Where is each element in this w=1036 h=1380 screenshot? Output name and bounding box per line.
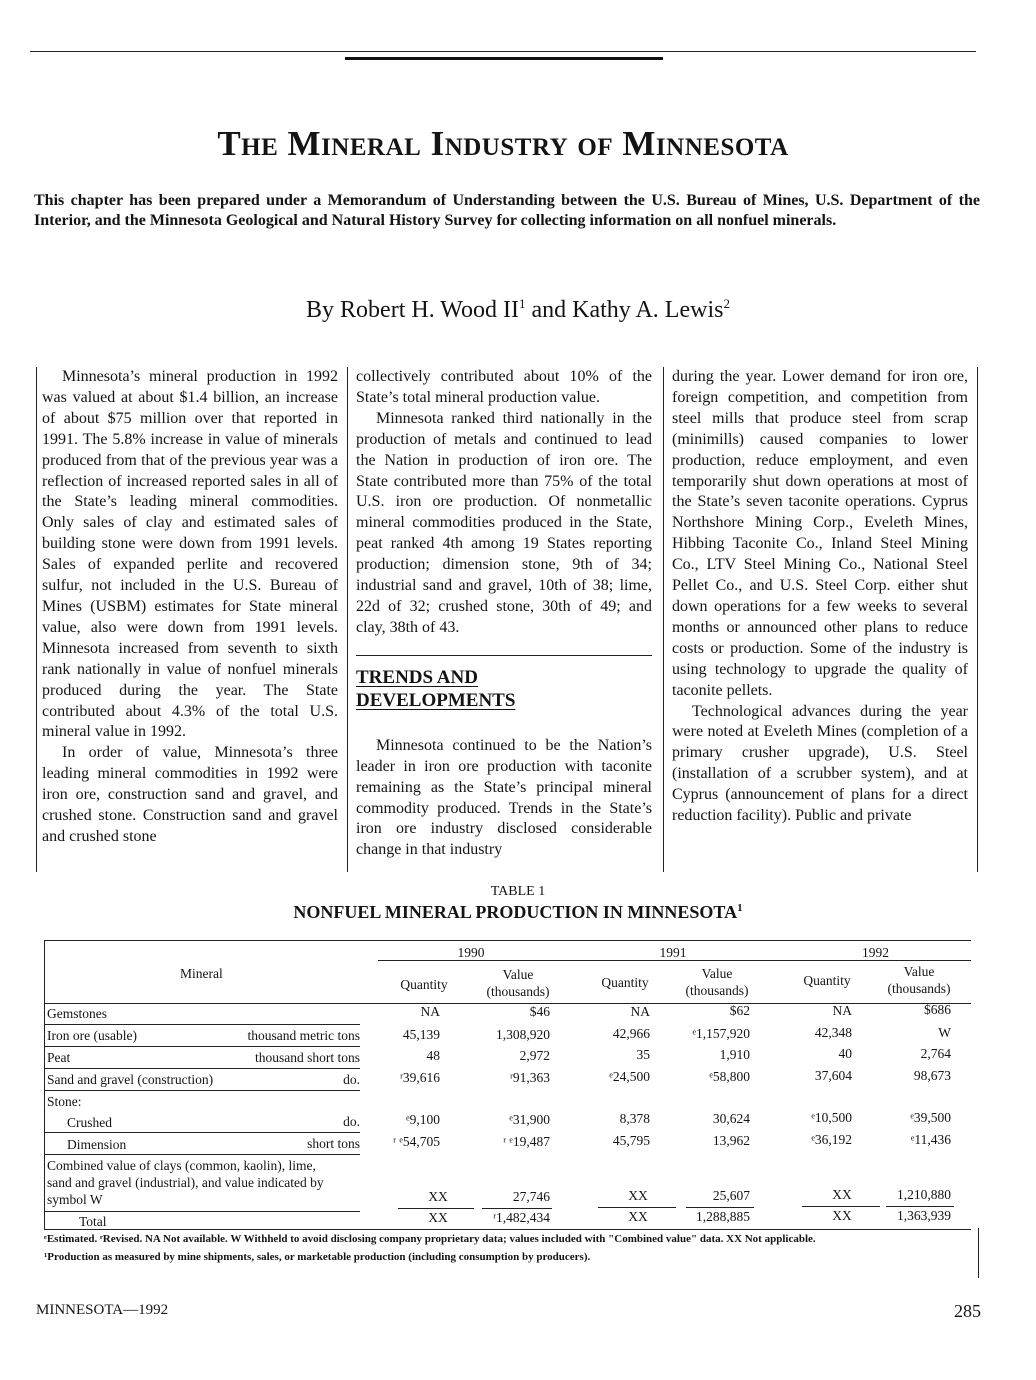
table-bottom-rule xyxy=(44,1229,971,1230)
paragraph: Minnesota ranked third nationally in the production of metals and continued to lead the Nation in production of iron ore. The State contributed more than 75% of the total U.S. iron ore production. Of nonmetallic mineral commodities produced in the State, peat ranked 4th among 19 States reporting production; dimension stone, 9th of 34; industrial sand and gravel, 10th of 38; lime, 22d of 32; crushed stone, 30th of 49; and clay, 38th of 43. xyxy=(356,409,652,636)
row-label: Sand and gravel (construction) xyxy=(47,1072,214,1087)
table-cell: 1,288,885 xyxy=(696,1209,750,1224)
table-cell: 2,764 xyxy=(920,1046,951,1061)
row-rule xyxy=(44,1132,360,1133)
table-cell: 1,363,939 xyxy=(897,1208,951,1223)
page-title: The Mineral Industry of Minnesota xyxy=(217,124,789,163)
paragraph: In order of value, Minnesota’s three leading mineral commodities in 1992 were iron ore, construction sand and gravel, and crushed stone. Construction sand and gravel and crushed stone xyxy=(42,744,338,845)
table-cell: 45,139 xyxy=(402,1027,440,1042)
row-label: Dimension xyxy=(67,1137,127,1152)
text-column-1 xyxy=(42,367,338,848)
table-cell: $686 xyxy=(924,1002,951,1017)
row-label: sand and gravel (industrial), and value indicated by xyxy=(47,1175,324,1190)
table-cell: 45,795 xyxy=(612,1133,650,1148)
column-header-mineral: Mineral xyxy=(180,966,223,981)
heading-rule xyxy=(356,655,652,656)
table-cell: NA xyxy=(832,1003,852,1018)
sum-rule xyxy=(886,1206,954,1207)
row-label: Gemstones xyxy=(47,1006,107,1021)
right-margin-rule xyxy=(978,1228,979,1278)
row-rule xyxy=(44,1211,360,1212)
year-header: 1991 xyxy=(659,945,687,960)
row-label: Peat xyxy=(47,1050,71,1065)
column-header-value: Value xyxy=(903,964,935,979)
table-cell: ᵉ11,436 xyxy=(910,1132,951,1147)
table-cell: ʳ1,482,434 xyxy=(493,1210,550,1225)
table-top-rule xyxy=(44,940,971,941)
table-footnote: ¹Production as measured by mine shipments, sales, or marketable production (including consumption by producers). xyxy=(44,1251,591,1263)
table-cell: ᵉ9,100 xyxy=(406,1112,440,1127)
table-cell: NA xyxy=(630,1004,650,1019)
column-rule-right xyxy=(977,367,978,872)
table-cell: ᵉ39,500 xyxy=(910,1110,951,1125)
row-rule xyxy=(44,1090,360,1091)
table-cell: 13,962 xyxy=(712,1133,750,1148)
row-label-total: Total xyxy=(79,1214,107,1229)
top-rule xyxy=(30,51,976,52)
paragraph: Minnesota continued to be the Nation’s leader in iron ore production with taconite remaining as the State’s principal mineral commodity produced. Trends in the State’s iron ore industry disclosed considerable change in that industry xyxy=(356,736,652,859)
table-cell: XX xyxy=(628,1209,648,1224)
row-unit: thousand short tons xyxy=(254,1050,360,1065)
column-header-quantity: Quantity xyxy=(803,973,851,988)
table-cell: XX xyxy=(832,1208,852,1223)
table-cell: 27,746 xyxy=(512,1189,550,1204)
table-cell: 37,604 xyxy=(814,1068,852,1083)
table-cell: 42,348 xyxy=(814,1025,852,1040)
sum-rule xyxy=(482,1208,552,1209)
row-rule xyxy=(44,1024,360,1025)
row-unit: do. xyxy=(343,1072,360,1087)
sum-rule xyxy=(398,1208,474,1209)
chapter-note: This chapter has been prepared under a Memorandum of Understanding between the U.S. Bureau of Mines, U.S. Department of the Interior, and the Minnesota Geological and Natural History Survey for collecting information on all nonfuel minerals. xyxy=(34,192,980,229)
table-number: TABLE 1 xyxy=(490,884,546,899)
paragraph: collectively contributed about 10% of the State’s total mineral production value. xyxy=(356,368,652,406)
column-header-value-unit: (thousands) xyxy=(685,983,749,998)
table-footnote: ᵉEstimated. ʳRevised. NA Not available. W Withheld to avoid disclosing company proprietary data; values included with "Combined value" data. XX Not applicable. xyxy=(44,1233,816,1245)
sum-rule xyxy=(598,1207,676,1208)
row-label: Combined value of clays (common, kaolin), lime, xyxy=(47,1158,316,1173)
table-cell: 8,378 xyxy=(619,1111,650,1126)
row-rule xyxy=(44,1068,360,1069)
table-cell: XX xyxy=(832,1187,852,1202)
table-cell: ᵉ36,192 xyxy=(811,1132,852,1147)
row-label: Crushed xyxy=(67,1115,112,1130)
column-header-quantity: Quantity xyxy=(400,977,448,992)
table-cell: 40 xyxy=(838,1046,852,1061)
column-rule-left xyxy=(36,367,37,872)
section-heading: TRENDS AND DEVELOPMENTS xyxy=(356,666,516,711)
top-rule-accent xyxy=(345,57,663,60)
sum-rule xyxy=(686,1207,754,1208)
sum-rule xyxy=(802,1206,880,1207)
paragraph: Minnesota’s mineral production in 1992 was valued at about $1.4 billion, an increase of about $75 million over that reported in 1991. The 5.8% increase in value of minerals produced from that of the previous year was a reflection of increased reported sales in all of the State’s leading mineral commodities. Only sales of clay and estimated sales of building stone were down from 1991 levels. Sales of expanded perlite and recovered sulfur, not included in the U.S. Bureau of Mines (USBM) estimates for State mineral value, also were down from 1991 levels. Minnesota increased from seventh to sixth rank nationally in value of nonfuel minerals produced during the year. The State contributed about 4.3% of the total U.S. mineral value in 1992. xyxy=(42,368,338,741)
table-cell: XX xyxy=(428,1210,448,1225)
year-header: 1992 xyxy=(862,945,889,960)
running-footer: MINNESOTA—1992 xyxy=(36,1302,169,1318)
table-cell: XX xyxy=(428,1189,448,1204)
table-cell: 30,624 xyxy=(712,1111,750,1126)
column-header-value: Value xyxy=(701,966,733,981)
table-cell: 1,210,880 xyxy=(897,1187,951,1202)
text-column-3 xyxy=(672,367,968,827)
row-unit: short tons xyxy=(307,1136,360,1151)
table-cell: ᵉ31,900 xyxy=(509,1112,550,1127)
table-cell: W xyxy=(938,1025,951,1040)
table-cell: NA xyxy=(420,1004,440,1019)
table-cell: ʳ39,616 xyxy=(399,1070,440,1085)
table-cell: 42,966 xyxy=(612,1026,650,1041)
row-label: Stone: xyxy=(47,1094,82,1109)
paragraph: during the year. Lower demand for iron ore, foreign competition, and competition from steel mills that produce steel from scrap (minimills) caused companies to lower production, reduce employment, and even temporarily shut down operations at most of the State’s seven taconite operations. Cyprus Northshore Mining Corp., Eveleth Mines, Hibbing Taconite Co., Inland Steel Mining Co., LTV Steel Mining Co., National Steel Pellet Co., and U.S. Steel Corp. either shut down operations for a few weeks to several months or announced other plans to reduce costs or production. Some of the industry is using technology to upgrade the quality of taconite pellets. xyxy=(672,368,968,699)
row-unit: do. xyxy=(343,1114,360,1129)
table-cell: 1,308,920 xyxy=(496,1027,550,1042)
table-cell: ᵉ10,500 xyxy=(811,1110,852,1125)
table-cell: $46 xyxy=(529,1004,550,1019)
row-unit: thousand metric tons xyxy=(247,1028,360,1043)
table-cell: 25,607 xyxy=(712,1188,750,1203)
table-cell: ᵉ1,157,920 xyxy=(692,1026,750,1041)
table-cell: 35 xyxy=(636,1047,650,1062)
year-header: 1990 xyxy=(457,945,485,960)
paragraph: Technological advances during the year were noted at Eveleth Mines (completion of a primary crusher upgrade), U.S. Steel (installation of a scrubber system), and at Cyprus (announcement of plans for a direct reduction facility). Public and private xyxy=(672,702,968,825)
row-rule xyxy=(44,1046,360,1047)
table-cell: ʳ ᵉ54,705 xyxy=(393,1134,440,1149)
table-cell: $62 xyxy=(729,1003,750,1018)
table-cell: XX xyxy=(628,1188,648,1203)
column-header-value-unit: (thousands) xyxy=(887,981,951,996)
row-rule xyxy=(44,1154,360,1155)
table-cell: 48 xyxy=(426,1048,440,1063)
table-cell: ʳ ᵉ19,487 xyxy=(503,1134,550,1149)
page-number: 285 xyxy=(954,1301,981,1321)
table-cell: 98,673 xyxy=(913,1068,951,1083)
table-cell: 2,972 xyxy=(519,1048,550,1063)
column-rule-1 xyxy=(347,367,348,872)
column-header-value-unit: (thousands) xyxy=(486,984,550,999)
text-column-2 xyxy=(356,367,652,861)
column-header-quantity: Quantity xyxy=(601,975,649,990)
table-cell: 1,910 xyxy=(719,1047,750,1062)
table-cell: ᵉ58,800 xyxy=(709,1069,750,1084)
row-label: Iron ore (usable) xyxy=(47,1028,137,1043)
table-title: NONFUEL MINERAL PRODUCTION IN MINNESOTA$^1$ xyxy=(293,902,743,922)
row-label: symbol W xyxy=(47,1192,103,1207)
table-cell: ᵉ24,500 xyxy=(609,1069,650,1084)
column-header-value: Value xyxy=(502,967,534,982)
byline: By Robert H. Wood $II^1$ and Kathy A. Lewis$^2$ xyxy=(306,296,730,323)
table-left-rule xyxy=(44,940,45,1230)
column-rule-2 xyxy=(663,367,664,872)
table-cell: ʳ91,363 xyxy=(509,1070,550,1085)
